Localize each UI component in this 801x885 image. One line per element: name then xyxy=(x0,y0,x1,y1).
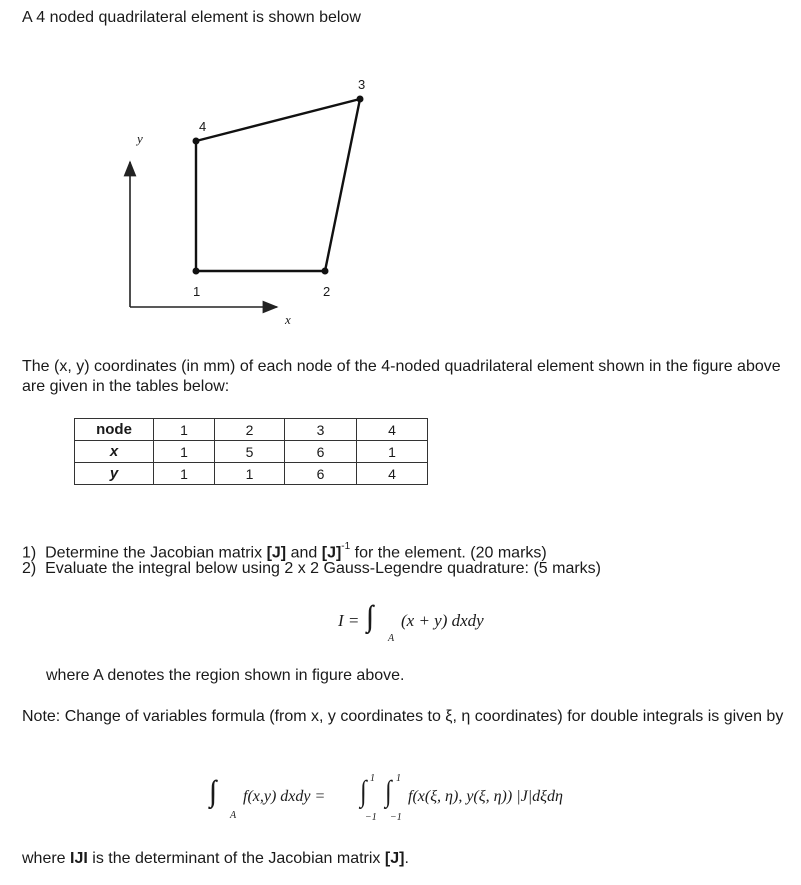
question-2-text: Evaluate the integral below using 2 x 2 Gauss-Legendre quadrature: (5 marks) xyxy=(45,560,601,577)
table-row-x xyxy=(75,441,428,463)
node-4-dot xyxy=(193,138,200,145)
table-cell: 6 xyxy=(285,463,357,485)
inverse-superscript: -1 xyxy=(341,541,351,552)
question-2 xyxy=(22,559,601,579)
question-2-number: 2) xyxy=(22,560,37,577)
jacobian-symbol: [J] xyxy=(384,850,405,867)
final-text-start: where xyxy=(22,850,66,867)
table-header-y: y xyxy=(75,463,154,485)
equation-lhs: I = xyxy=(338,611,360,630)
table-cell: 1 xyxy=(215,463,285,485)
quadrilateral-figure xyxy=(100,70,500,340)
table-cell: 6 xyxy=(285,441,357,463)
table-cell: 4 xyxy=(357,419,428,441)
node-3-dot xyxy=(357,96,364,103)
lower-limit-2: −1 xyxy=(390,812,402,823)
upper-limit-1: 1 xyxy=(370,773,375,784)
jacobian-determinant-symbol: IJI xyxy=(70,850,88,867)
question-1-text-end: for the element. (20 marks) xyxy=(354,544,547,562)
question-1-number: 1) xyxy=(22,544,37,562)
domain-subscript: A xyxy=(230,810,237,821)
equation-rhs: f(x(ξ, η), y(ξ, η)) |J|dξdη xyxy=(408,788,563,805)
jacobian-symbol: [J] xyxy=(266,544,287,562)
table-cell: 1 xyxy=(154,463,215,485)
node-1-dot xyxy=(193,268,200,275)
table-cell: 4 xyxy=(357,463,428,485)
question-1-and: and xyxy=(290,544,318,562)
question-1-text: Determine the Jacobian matrix xyxy=(45,544,263,562)
jacobian-inverse-symbol: [J] xyxy=(321,544,342,562)
table-cell: 1 xyxy=(357,441,428,463)
note-text: Note: Change of variables formula (from x, y coordinates to ξ, η coordinates) for double integrals is given by xyxy=(22,708,784,725)
integrand: (x + y) dxdy xyxy=(401,611,484,630)
node-2-label: 2 xyxy=(323,284,331,299)
y-axis-label: y xyxy=(137,131,143,146)
node-4-label: 4 xyxy=(199,119,207,134)
element-outline xyxy=(196,99,360,271)
where-region-text: where A denotes the region shown in figure above. xyxy=(46,667,405,684)
table-cell: 5 xyxy=(215,441,285,463)
final-line xyxy=(22,849,409,869)
intro-text: A 4 noded quadrilateral element is shown below xyxy=(22,9,361,26)
table-cell: 2 xyxy=(215,419,285,441)
x-axis-label: x xyxy=(285,312,291,327)
integral-equation xyxy=(338,600,538,646)
final-period: . xyxy=(404,850,409,867)
table-header-x: x xyxy=(75,441,154,463)
final-text-middle: is the determinant of the Jacobian matrix xyxy=(92,850,381,867)
node-1-label: 1 xyxy=(193,284,201,299)
table-header-node: node xyxy=(75,419,154,441)
domain-subscript: A xyxy=(388,633,395,644)
equation-lhs: f(x,y) dxdy = xyxy=(243,788,326,805)
table-cell: 1 xyxy=(154,441,215,463)
figure-svg xyxy=(100,70,500,340)
node-2-dot xyxy=(322,268,329,275)
table-row-node xyxy=(75,419,428,441)
table-cell: 1 xyxy=(154,419,215,441)
coordinates-table xyxy=(74,418,428,485)
upper-limit-2: 1 xyxy=(396,773,401,784)
node-3-label: 3 xyxy=(358,77,366,92)
change-of-variables-equation xyxy=(210,775,630,825)
description-text: The (x, y) coordinates (in mm) of each node of the 4-noded quadrilateral element shown in the figure above are given in the tables below: xyxy=(22,358,781,395)
lower-limit-1: −1 xyxy=(365,812,377,823)
table-cell: 3 xyxy=(285,419,357,441)
table-row-y xyxy=(75,463,428,485)
